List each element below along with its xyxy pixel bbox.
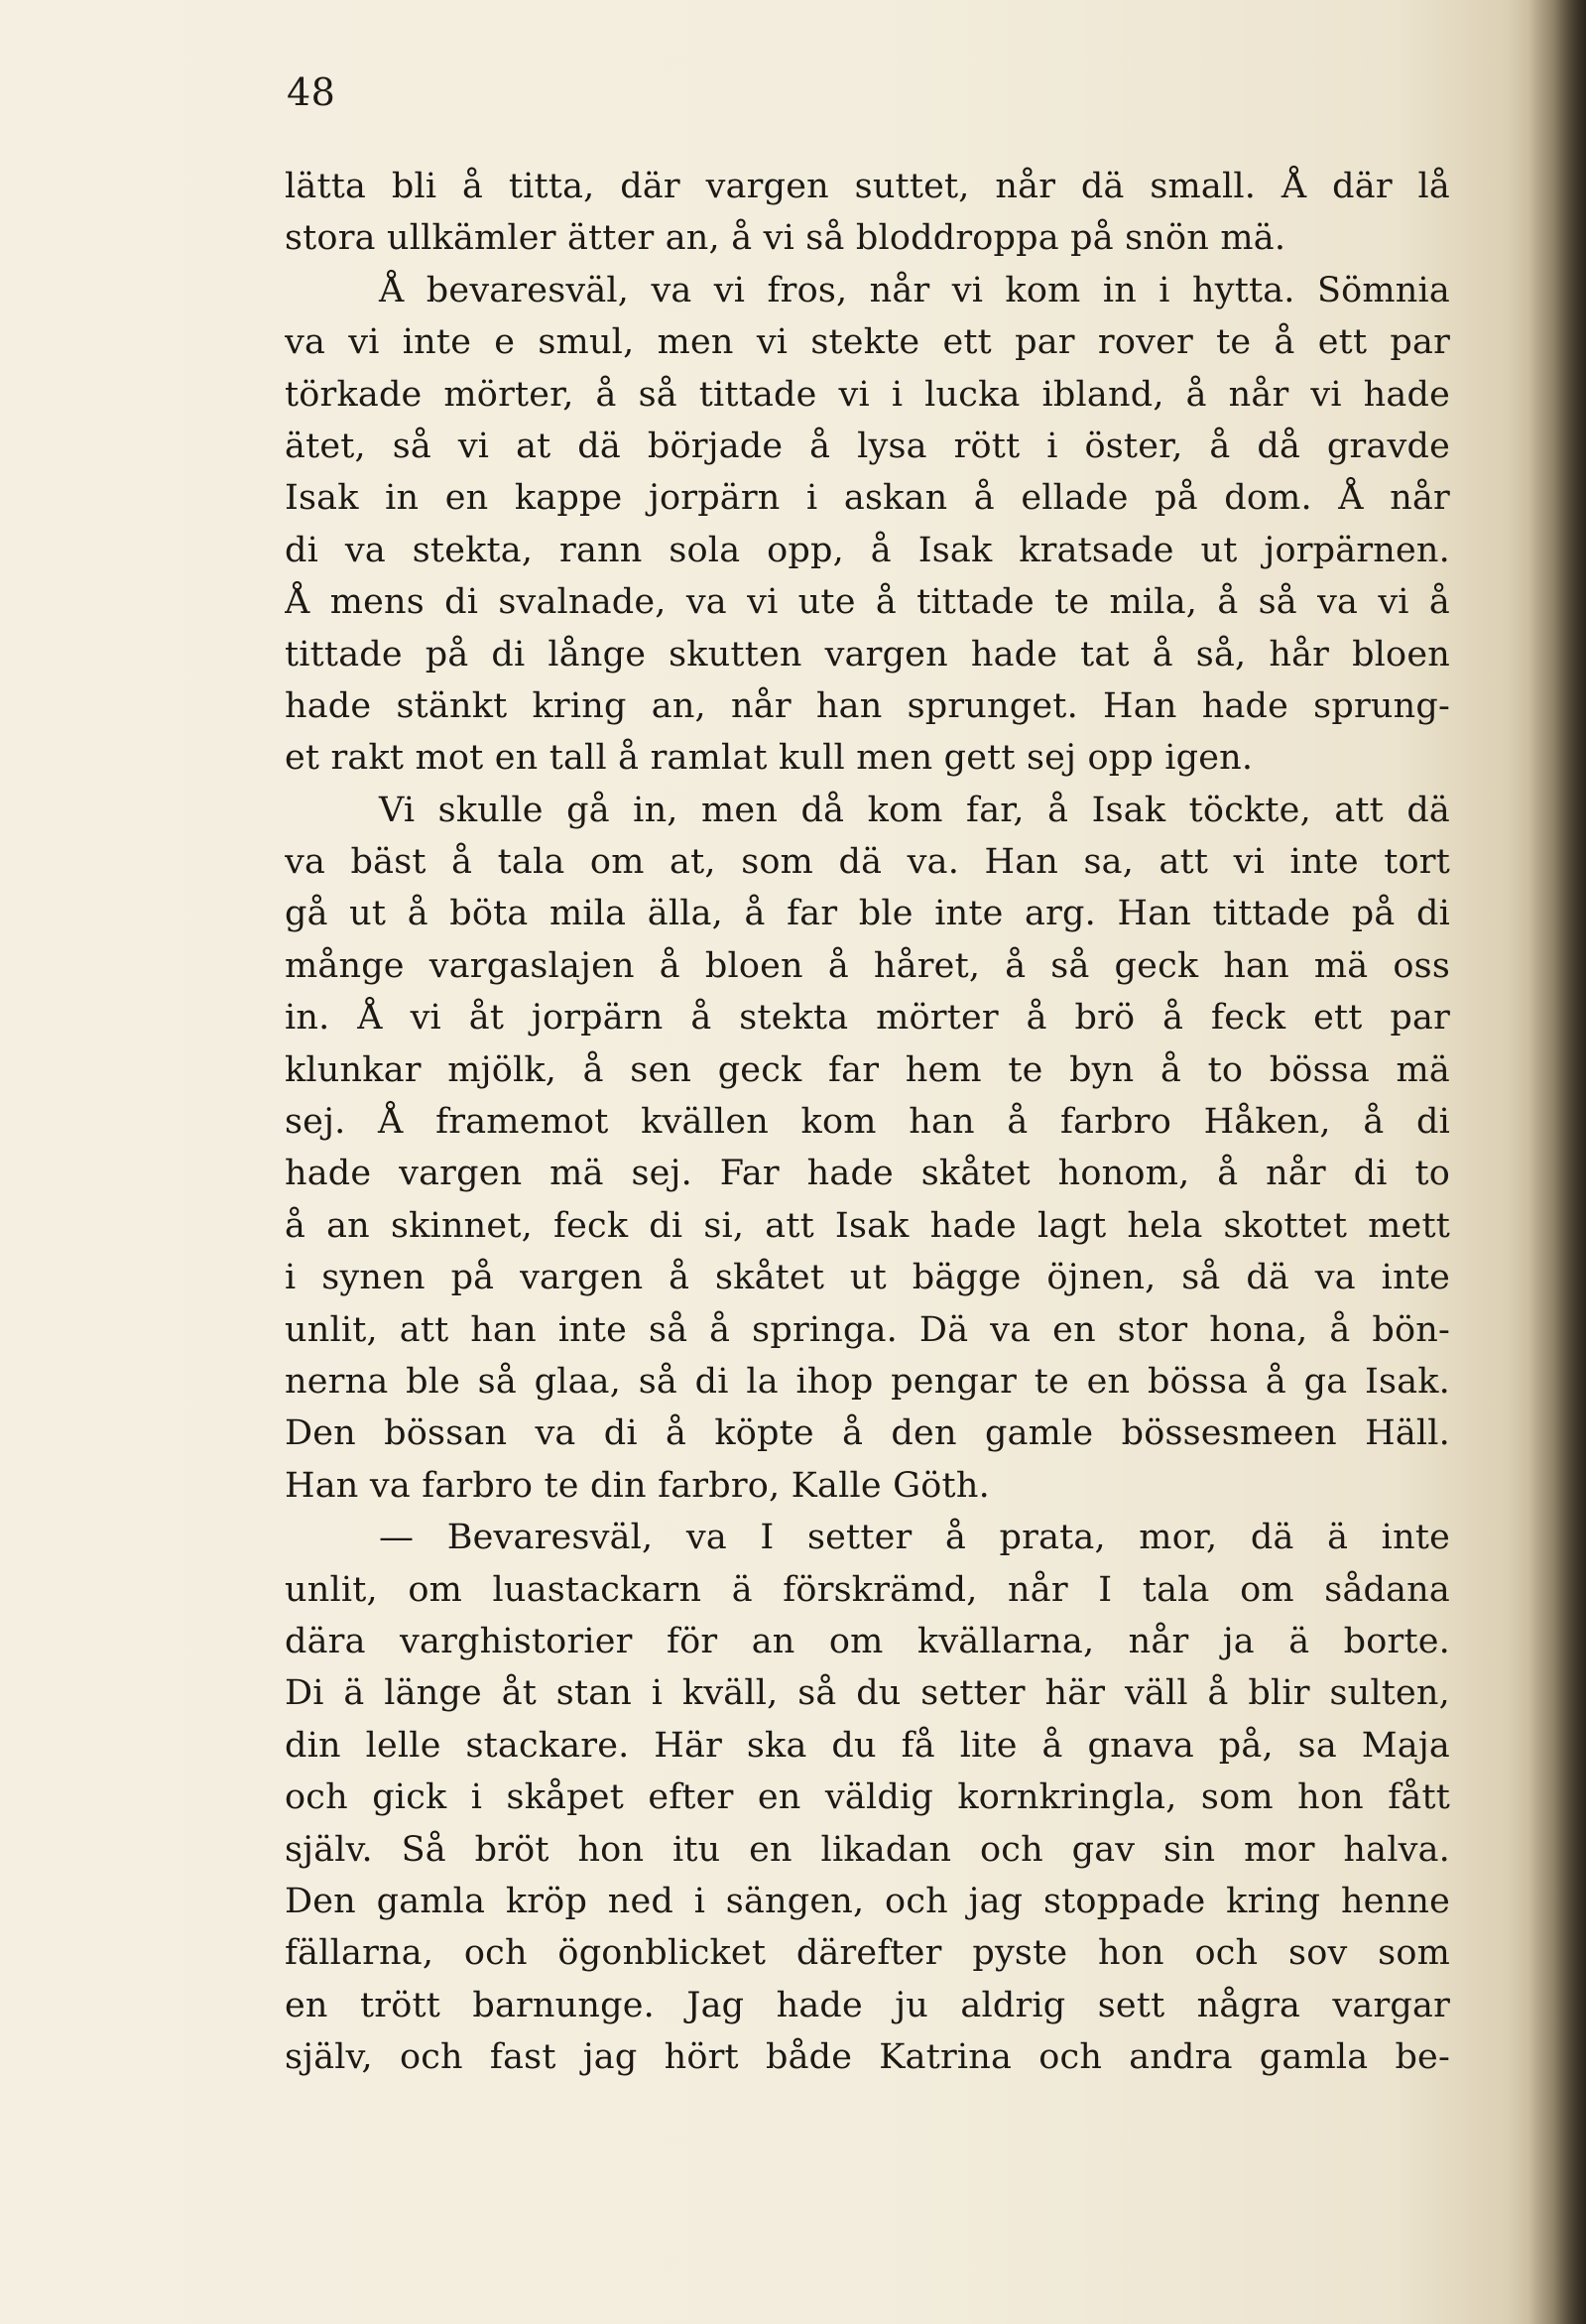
- text-line: gå ut å böta mila älla, å far ble inte arg. Han tittade på di: [285, 894, 1450, 934]
- book-binding-shadow: [1528, 0, 1586, 2324]
- text-line: stora ullkämler ätter an, å vi så bloddroppa på snön mä.: [285, 218, 1286, 259]
- text-line: Han va farbro te din farbro, Kalle Göth.: [285, 1465, 990, 1506]
- text-line: i synen på vargen å skåtet ut bägge öjnen, så dä va inte: [285, 1258, 1450, 1298]
- text-line: va vi inte e smul, men vi stekte ett par rover te å ett par: [285, 322, 1450, 363]
- text-line: fällarna, och ögonblicket därefter pyste hon och sov som: [285, 1933, 1450, 1974]
- text-line: klunkar mjölk, å sen geck far hem te byn å to bössa mä: [285, 1049, 1450, 1090]
- text-line: unlit, om luastackarn ä förskrämd, når I tala om sådana: [285, 1569, 1450, 1610]
- text-line: et rakt mot en tall å ramlat kull men gett sej opp igen.: [285, 738, 1254, 779]
- text-line: å an skinnet, feck di si, att Isak hade lagt hela skottet mett: [285, 1205, 1450, 1246]
- text-line: Den bössan va di å köpte å den gamle bössesmeen Häll.: [285, 1413, 1450, 1454]
- text-line: Di ä länge åt stan i kväll, så du setter här väll å blir sulten,: [285, 1673, 1450, 1714]
- text-line: ätet, så vi at dä började å lysa rött i öster, å då gravde: [285, 426, 1450, 466]
- text-line: nerna ble så glaa, så di la ihop pengar te en bössa å ga Isak.: [285, 1361, 1450, 1402]
- text-line: själv. Så bröt hon itu en likadan och gav sin mor halva.: [285, 1829, 1450, 1870]
- text-line: och gick i skåpet efter en väldig kornkringla, som hon fått: [285, 1777, 1450, 1818]
- text-line: en trött barnunge. Jag hade ju aldrig sett några vargar: [285, 1985, 1450, 2025]
- text-line: Å bevaresväl, va vi fros, når vi kom in i hytta. Sömnia: [379, 270, 1450, 310]
- text-line: hade vargen mä sej. Far hade skåtet honom, å når di to: [285, 1154, 1450, 1194]
- text-line: in. Å vi åt jorpärn å stekta mörter å brö å feck ett par: [285, 998, 1450, 1039]
- text-line: va bäst å tala om at, som dä va. Han sa, att vi inte tort: [285, 842, 1450, 883]
- text-line: törkade mörter, å så tittade vi i lucka ibland, å når vi hade: [285, 374, 1450, 415]
- text-line: hade stänkt kring an, når han sprunget. Han hade sprung-: [285, 685, 1450, 726]
- text-line: lätta bli å titta, där vargen suttet, når dä small. Å där lå: [285, 167, 1450, 206]
- text-line: din lelle stackare. Här ska du få lite å gnava på, sa Maja: [285, 1725, 1450, 1766]
- text-line: Isak in en kappe jorpärn i askan å ellade på dom. Å når: [285, 478, 1450, 519]
- text-line: Å mens di svalnade, va vi ute å tittade te mila, å så va vi å: [285, 582, 1450, 623]
- text-line: Den gamla kröp ned i sängen, och jag stoppade kring henne: [285, 1881, 1450, 1921]
- page-number: 48: [287, 70, 336, 114]
- text-line: själv, och fast jag hört både Katrina och andra gamla be-: [285, 2037, 1450, 2078]
- text-line: månge vargaslajen å bloen å håret, å så geck han mä oss: [285, 945, 1450, 986]
- body-text: [285, 161, 1450, 2083]
- text-line: tittade på di långe skutten vargen hade tat å så, hår bloen: [285, 634, 1450, 674]
- text-line: unlit, att han inte så å springa. Dä va en stor hona, å bön-: [285, 1309, 1450, 1350]
- text-line: dära varghistorier för an om kvällarna, når ja ä borte.: [285, 1621, 1450, 1661]
- text-line: sej. Å framemot kvällen kom han å farbro Håken, å di: [285, 1102, 1450, 1143]
- text-line: — Bevaresväl, va I setter å prata, mor, dä ä inte: [379, 1518, 1450, 1558]
- text-line: Vi skulle gå in, men då kom far, å Isak töckte, att dä: [379, 790, 1450, 830]
- text-line: di va stekta, rann sola opp, å Isak kratsade ut jorpärnen.: [285, 530, 1450, 570]
